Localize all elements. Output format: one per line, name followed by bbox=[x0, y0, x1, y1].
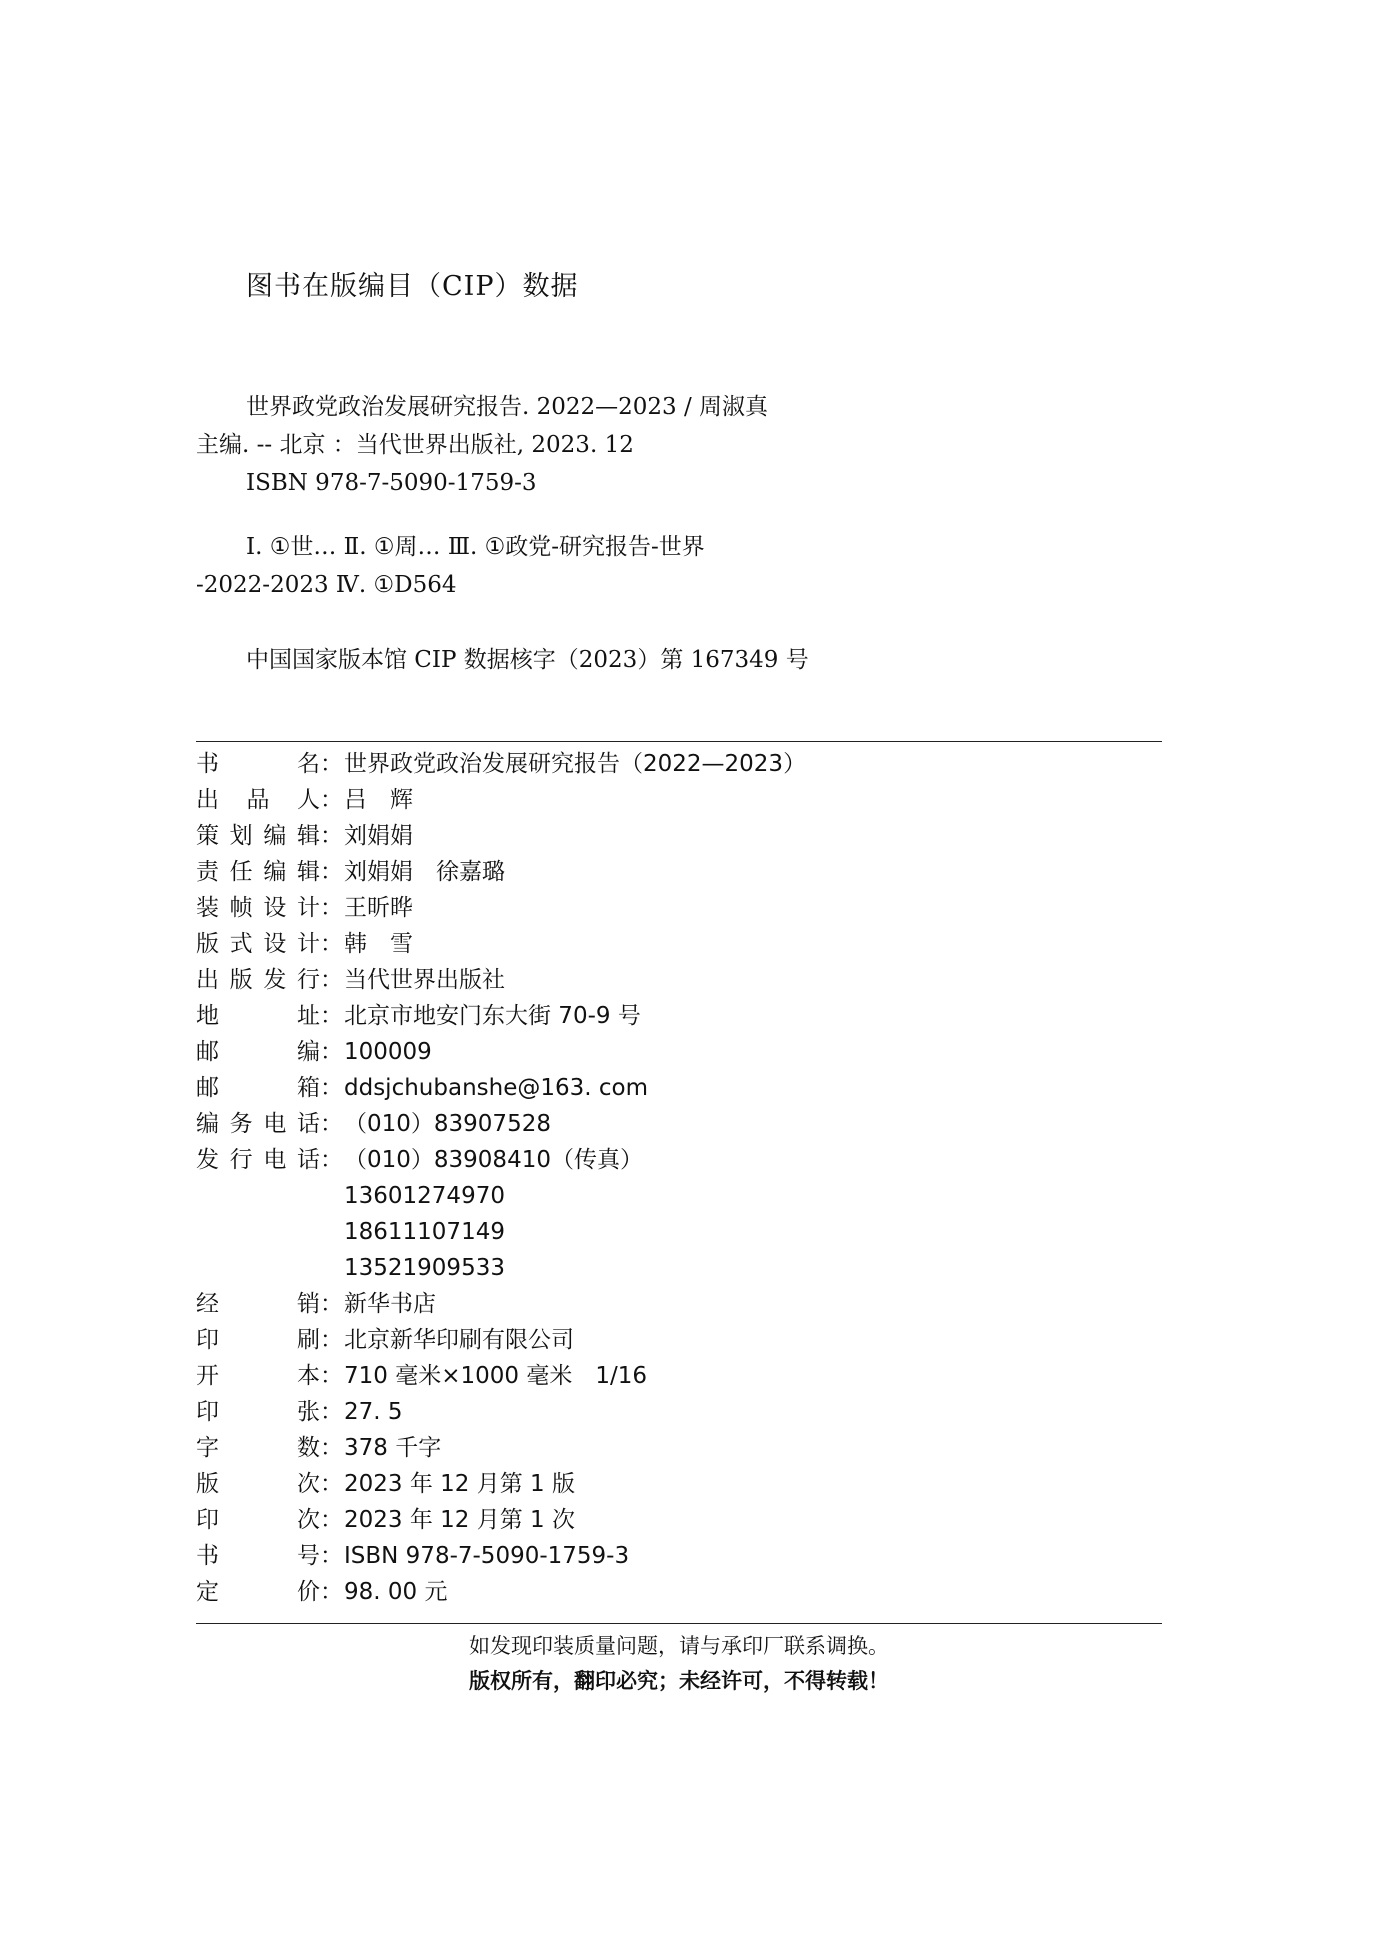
colophon-row bbox=[196, 1070, 1162, 1106]
colophon-row bbox=[196, 854, 1162, 890]
colophon-separator: ： bbox=[320, 1435, 343, 1461]
colophon-label-char: 销 bbox=[297, 1291, 320, 1317]
colophon-separator: ： bbox=[320, 1147, 343, 1173]
cip-classification bbox=[196, 528, 816, 604]
colophon-value: 刘娟娟 徐嘉璐 bbox=[344, 859, 505, 885]
colophon-row bbox=[196, 782, 1162, 818]
colophon-label-char: 人 bbox=[297, 787, 320, 813]
colophon-label-char: 张 bbox=[297, 1399, 320, 1425]
colophon-value: ISBN 978-7-5090-1759-3 bbox=[344, 1543, 630, 1569]
colophon-row bbox=[196, 746, 1162, 782]
cip-heading: 图书在版编目（CIP）数据 bbox=[246, 271, 579, 302]
colophon-label-char: 话 bbox=[296, 1147, 320, 1173]
colophon-label-char: 编 bbox=[263, 823, 287, 849]
colophon-separator: ： bbox=[320, 1039, 343, 1065]
colophon-value: 378 千字 bbox=[344, 1435, 442, 1461]
colophon-label-char: 址 bbox=[297, 1003, 320, 1029]
colophon-label-char: 版 bbox=[196, 931, 219, 957]
colophon-label-char: 出 bbox=[196, 967, 219, 993]
colophon-label bbox=[196, 1358, 320, 1394]
colophon-label-char: 编 bbox=[297, 1039, 320, 1065]
colophon-row bbox=[196, 1250, 1162, 1286]
colophon-label-char: 辑 bbox=[296, 823, 320, 849]
colophon-label-char: 箱 bbox=[297, 1075, 320, 1101]
colophon-value: 2023 年 12 月第 1 次 bbox=[344, 1507, 575, 1533]
colophon-label bbox=[196, 854, 320, 890]
colophon-separator: ： bbox=[320, 1579, 343, 1605]
colophon-label-char: 本 bbox=[297, 1363, 320, 1389]
colophon-row bbox=[196, 1394, 1162, 1430]
colophon-value: 世界政党政治发展研究报告（2022—2023） bbox=[344, 751, 807, 777]
colophon-label-char: 品 bbox=[246, 787, 270, 813]
colophon-label-char: 次 bbox=[297, 1507, 320, 1533]
colophon-value: 刘娟娟 bbox=[344, 823, 413, 849]
colophon-value: （010）83908410（传真） bbox=[344, 1147, 643, 1173]
cip-approval-number: 中国国家版本馆 CIP 数据核字（2023）第 167349 号 bbox=[246, 647, 809, 673]
colophon-label bbox=[196, 1394, 320, 1430]
colophon-value: 100009 bbox=[344, 1039, 432, 1065]
colophon-label bbox=[196, 1106, 320, 1142]
bottom-divider bbox=[196, 1623, 1162, 1624]
colophon-value: 27. 5 bbox=[344, 1399, 403, 1425]
colophon-label bbox=[196, 782, 320, 818]
quality-note: 如发现印装质量问题，请与承印厂联系调换。 bbox=[469, 1634, 889, 1658]
colophon-label-char: 次 bbox=[297, 1471, 320, 1497]
colophon-value: ddsjchubanshe@163. com bbox=[344, 1075, 648, 1101]
colophon-label-char: 行 bbox=[229, 1147, 253, 1173]
colophon-row bbox=[196, 1358, 1162, 1394]
colophon-label-char: 务 bbox=[229, 1111, 253, 1137]
colophon-label bbox=[196, 1142, 320, 1178]
colophon-row bbox=[196, 1574, 1162, 1610]
colophon-label-char: 出 bbox=[196, 787, 219, 813]
colophon-separator: ： bbox=[320, 1363, 343, 1389]
colophon-label bbox=[196, 818, 320, 854]
colophon-row bbox=[196, 1142, 1162, 1178]
cip-record bbox=[196, 388, 816, 502]
colophon-value: 韩 雪 bbox=[344, 931, 413, 957]
colophon-label-char: 辑 bbox=[296, 859, 320, 885]
colophon-value: 18611107149 bbox=[344, 1219, 505, 1245]
colophon-label bbox=[196, 746, 320, 782]
cip-record-line: 主编. -- 北京 ：当代世界出版社, 2023. 12 bbox=[196, 432, 634, 458]
colophon-label bbox=[196, 1322, 320, 1358]
colophon-label-char: 划 bbox=[229, 823, 253, 849]
top-divider bbox=[196, 741, 1162, 742]
colophon-separator: ： bbox=[320, 1003, 343, 1029]
colophon-label-char: 号 bbox=[297, 1543, 320, 1569]
colophon-label bbox=[196, 890, 320, 926]
colophon-row bbox=[196, 1178, 1162, 1214]
colophon-separator: ： bbox=[320, 967, 343, 993]
colophon-row bbox=[196, 890, 1162, 926]
colophon-value: （010）83907528 bbox=[344, 1111, 551, 1137]
colophon-separator: ： bbox=[320, 751, 343, 777]
colophon-value: 新华书店 bbox=[344, 1291, 436, 1317]
colophon-label-char: 地 bbox=[196, 1003, 219, 1029]
colophon-label-char: 设 bbox=[263, 895, 287, 921]
colophon-label-char: 计 bbox=[296, 931, 320, 957]
colophon-row bbox=[196, 1106, 1162, 1142]
colophon-separator: ： bbox=[320, 859, 343, 885]
colophon-label bbox=[196, 1430, 320, 1466]
colophon-value: 13601274970 bbox=[344, 1183, 505, 1209]
colophon-row bbox=[196, 1286, 1162, 1322]
colophon-value: 710 毫米×1000 毫米 1/16 bbox=[344, 1363, 647, 1389]
colophon-label-char: 话 bbox=[296, 1111, 320, 1137]
colophon-label-char: 发 bbox=[263, 967, 287, 993]
colophon-label-char: 邮 bbox=[196, 1075, 219, 1101]
colophon-separator: ： bbox=[320, 895, 343, 921]
colophon-separator: ： bbox=[320, 1507, 343, 1533]
colophon-value: 2023 年 12 月第 1 版 bbox=[344, 1471, 575, 1497]
colophon-label-char: 版 bbox=[229, 967, 253, 993]
colophon-separator: ： bbox=[320, 1471, 343, 1497]
colophon-value: 98. 00 元 bbox=[344, 1579, 448, 1605]
colophon-label-char: 帧 bbox=[229, 895, 253, 921]
colophon-label-char: 编 bbox=[196, 1111, 219, 1137]
colophon-row bbox=[196, 926, 1162, 962]
colophon-row bbox=[196, 1466, 1162, 1502]
colophon-label bbox=[196, 962, 320, 998]
colophon-label-char: 电 bbox=[263, 1147, 287, 1173]
colophon-label-char: 刷 bbox=[297, 1327, 320, 1353]
colophon-label-char: 印 bbox=[196, 1327, 219, 1353]
colophon-label-char: 式 bbox=[229, 931, 253, 957]
colophon-label bbox=[196, 1034, 320, 1070]
colophon-label-char: 发 bbox=[196, 1147, 219, 1173]
colophon-label-char: 名 bbox=[297, 751, 320, 777]
colophon-label bbox=[196, 1574, 320, 1610]
colophon-row bbox=[196, 818, 1162, 854]
colophon-label-char: 数 bbox=[297, 1435, 320, 1461]
cip-record-isbn: ISBN 978-7-5090-1759-3 bbox=[246, 470, 537, 496]
colophon-label bbox=[196, 1070, 320, 1106]
colophon-value: 当代世界出版社 bbox=[344, 967, 505, 993]
colophon-separator: ： bbox=[320, 1399, 343, 1425]
colophon-row bbox=[196, 1034, 1162, 1070]
colophon-separator: ： bbox=[320, 1075, 343, 1101]
colophon-separator: ： bbox=[320, 1111, 343, 1137]
colophon-label bbox=[196, 1502, 320, 1538]
colophon-row bbox=[196, 1430, 1162, 1466]
colophon-label-char: 价 bbox=[297, 1579, 320, 1605]
cip-classification-line: -2022-2023 Ⅳ. ①D564 bbox=[196, 572, 457, 598]
cip-classification-line: Ⅰ. ①世… Ⅱ. ①周… Ⅲ. ①政党-研究报告-世界 bbox=[246, 534, 705, 560]
colophon-label-char: 书 bbox=[196, 1543, 219, 1569]
colophon-row bbox=[196, 1538, 1162, 1574]
colophon-label-char: 印 bbox=[196, 1399, 219, 1425]
rights-note: 版权所有，翻印必究；未经许可，不得转载！ bbox=[469, 1669, 889, 1693]
colophon-row bbox=[196, 1214, 1162, 1250]
colophon-label-char: 版 bbox=[196, 1471, 219, 1497]
colophon-value: 北京新华印刷有限公司 bbox=[344, 1327, 574, 1353]
cip-approval bbox=[196, 641, 816, 679]
colophon-label-char: 书 bbox=[196, 751, 219, 777]
colophon-label bbox=[196, 926, 320, 962]
colophon-label-char: 任 bbox=[229, 859, 253, 885]
colophon-label-char: 字 bbox=[196, 1435, 219, 1461]
colophon-label-char: 设 bbox=[263, 931, 287, 957]
colophon-label-char: 策 bbox=[196, 823, 219, 849]
colophon-separator: ： bbox=[320, 1327, 343, 1353]
colophon-label bbox=[196, 1286, 320, 1322]
cip-record-line: 世界政党政治发展研究报告. 2022—2023 / 周淑真 bbox=[246, 394, 769, 420]
colophon-row bbox=[196, 962, 1162, 998]
colophon-label-char: 装 bbox=[196, 895, 219, 921]
colophon-label-char: 计 bbox=[296, 895, 320, 921]
colophon-label-char: 印 bbox=[196, 1507, 219, 1533]
colophon-row bbox=[196, 1502, 1162, 1538]
colophon-label bbox=[196, 1538, 320, 1574]
colophon-value: 王昕晔 bbox=[344, 895, 413, 921]
colophon-separator: ： bbox=[320, 1543, 343, 1569]
colophon-label-char: 邮 bbox=[196, 1039, 219, 1065]
colophon-label bbox=[196, 998, 320, 1034]
colophon-value: 吕 辉 bbox=[344, 787, 413, 813]
colophon-label bbox=[196, 1466, 320, 1502]
colophon-label-char: 电 bbox=[263, 1111, 287, 1137]
colophon-separator: ： bbox=[320, 787, 343, 813]
colophon-label-char: 经 bbox=[196, 1291, 219, 1317]
colophon-separator: ： bbox=[320, 1291, 343, 1317]
colophon-label-char: 开 bbox=[196, 1363, 219, 1389]
colophon-label-char: 定 bbox=[196, 1579, 219, 1605]
colophon-label-char: 编 bbox=[263, 859, 287, 885]
colophon-row bbox=[196, 1322, 1162, 1358]
colophon-value: 13521909533 bbox=[344, 1255, 505, 1281]
colophon-list bbox=[196, 746, 1162, 1610]
colophon-label-char: 责 bbox=[196, 859, 219, 885]
colophon-value: 北京市地安门东大街 70-9 号 bbox=[344, 1003, 641, 1029]
colophon-separator: ： bbox=[320, 823, 343, 849]
colophon-separator: ： bbox=[320, 931, 343, 957]
colophon-label-char: 行 bbox=[296, 967, 320, 993]
colophon-row bbox=[196, 998, 1162, 1034]
